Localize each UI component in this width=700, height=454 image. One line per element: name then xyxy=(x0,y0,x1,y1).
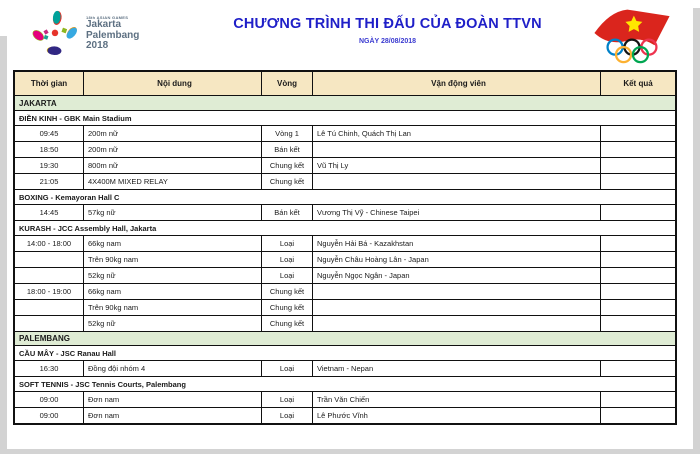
page-title: CHƯƠNG TRÌNH THI ĐẤU CỦA ĐOÀN TTVN xyxy=(233,16,542,32)
cell-time xyxy=(15,268,83,283)
cell-result xyxy=(600,392,675,407)
cell-result xyxy=(600,252,675,267)
section-label: JAKARTA xyxy=(19,98,57,108)
cell-time: 14:45 xyxy=(39,208,59,217)
schedule-table-body xyxy=(15,96,675,423)
event-row xyxy=(15,267,675,283)
event-row xyxy=(15,157,675,173)
cell-round: Loại xyxy=(261,361,312,376)
logo-city1: Jakarta xyxy=(86,19,122,31)
cell-round: Bán kết xyxy=(261,142,312,157)
cell-athletes: Trần Văn Chiến xyxy=(312,392,600,407)
cell-result xyxy=(600,205,675,220)
cell-athletes xyxy=(312,316,600,331)
cell-round: Bán kết xyxy=(261,205,312,220)
venue-label: SOFT TENNIS - JSC Tennis Courts, Palembang xyxy=(19,379,186,389)
cell-result xyxy=(600,142,675,157)
cell-athletes: Vũ Thị Ly xyxy=(312,158,600,173)
cell-result xyxy=(600,174,675,189)
schedule-table xyxy=(13,70,677,425)
venue-row xyxy=(15,345,675,360)
cell-time: 09:00 xyxy=(39,395,59,404)
cell-time: 09:00 xyxy=(39,411,59,420)
venue-label: KURASH - JCC Assembly Hall, Jakarta xyxy=(19,223,157,233)
cell-time xyxy=(15,252,83,267)
cell-time xyxy=(15,300,83,315)
venue-label: BOXING - Kemayoran Hall C xyxy=(19,192,120,202)
cell-content: 57kg nữ xyxy=(83,205,261,220)
asian-games-logo-text xyxy=(86,16,139,52)
event-row xyxy=(15,251,675,267)
cell-time: 19:30 xyxy=(39,161,59,170)
cell-time: 14:00 - 18:00 xyxy=(26,239,72,248)
cell-athletes: Vương Thị Vỹ - Chinese Taipei xyxy=(312,205,600,220)
cell-content: Đồng đội nhóm 4 xyxy=(83,361,261,376)
cell-athletes: Vietnam - Nepan xyxy=(312,361,600,376)
asian-games-logo xyxy=(28,7,198,61)
cell-athletes xyxy=(312,142,600,157)
cell-time: 09:45 xyxy=(39,129,59,138)
cell-content: 52kg nữ xyxy=(83,268,261,283)
cell-athletes: Lê Phước Vĩnh xyxy=(312,408,600,423)
event-row xyxy=(15,204,675,220)
venue-row xyxy=(15,110,675,125)
cell-content: Đơn nam xyxy=(83,392,261,407)
cell-result xyxy=(600,361,675,376)
venue-row xyxy=(15,189,675,204)
cell-round: Loại xyxy=(261,236,312,251)
vietnam-flag-olympic-rings-icon xyxy=(582,3,682,65)
page-edge-right xyxy=(693,8,700,454)
event-row xyxy=(15,315,675,331)
vietnam-olympic-logo xyxy=(577,3,687,65)
event-row xyxy=(15,407,675,423)
cell-round: Loại xyxy=(261,408,312,423)
title-block xyxy=(198,16,577,45)
cell-round: Chung kết xyxy=(261,300,312,315)
section-row xyxy=(15,96,675,110)
event-row xyxy=(15,173,675,189)
cell-time: 18:00 - 19:00 xyxy=(26,287,72,296)
cell-athletes: Lê Tú Chinh, Quách Thị Lan xyxy=(312,126,600,141)
cell-result xyxy=(600,158,675,173)
page-header xyxy=(13,0,687,70)
table-header-row xyxy=(15,72,675,96)
cell-round: Loại xyxy=(261,392,312,407)
cell-content: 66kg nam xyxy=(83,284,261,299)
event-row xyxy=(15,235,675,251)
col-header-time: Thời gian xyxy=(30,79,68,88)
event-row xyxy=(15,391,675,407)
cell-round: Chung kết xyxy=(261,284,312,299)
event-row xyxy=(15,141,675,157)
venue-label: CẦU MÂY - JSC Ranau Hall xyxy=(19,348,116,358)
col-header-round: Vòng xyxy=(261,72,312,95)
cell-round: Chung kết xyxy=(261,158,312,173)
cell-content: Trên 90kg nam xyxy=(83,252,261,267)
cell-result xyxy=(600,408,675,423)
event-row xyxy=(15,299,675,315)
col-header-content: Nội dung xyxy=(83,72,261,95)
cell-content: Đơn nam xyxy=(83,408,261,423)
cell-result xyxy=(600,268,675,283)
venue-row xyxy=(15,376,675,391)
section-row xyxy=(15,331,675,345)
cell-athletes xyxy=(312,174,600,189)
page-edge-left xyxy=(0,36,7,454)
event-row xyxy=(15,283,675,299)
page-edge-bottom xyxy=(0,449,700,454)
cell-result xyxy=(600,126,675,141)
logo-games-line: 18th ASIAN GAMES xyxy=(86,15,129,21)
logo-city2: Palembang xyxy=(86,29,140,41)
cell-athletes xyxy=(312,284,600,299)
col-header-result: Kết quả xyxy=(600,72,675,95)
cell-content: 66kg nam xyxy=(83,236,261,251)
venue-label: ĐIỀN KINH - GBK Main Stadium xyxy=(19,113,132,123)
asian-games-sunburst-icon xyxy=(28,7,82,61)
cell-round: Loại xyxy=(261,252,312,267)
logo-year: 2018 xyxy=(86,40,109,52)
cell-athletes: Nguyễn Hải Bá - Kazakhstan xyxy=(312,236,600,251)
cell-round: Chung kết xyxy=(261,316,312,331)
col-header-athletes: Vận động viên xyxy=(312,72,600,95)
cell-result xyxy=(600,236,675,251)
cell-round: Loại xyxy=(261,268,312,283)
cell-content: 200m nữ xyxy=(83,126,261,141)
cell-result xyxy=(600,316,675,331)
cell-content: Trên 90kg nam xyxy=(83,300,261,315)
cell-content: 52kg nữ xyxy=(83,316,261,331)
cell-content: 200m nữ xyxy=(83,142,261,157)
cell-time: 16:30 xyxy=(39,364,59,373)
cell-time: 18:50 xyxy=(39,145,59,154)
cell-time xyxy=(15,316,83,331)
cell-result xyxy=(600,300,675,315)
event-row xyxy=(15,125,675,141)
event-row xyxy=(15,360,675,376)
cell-round: Chung kết xyxy=(261,174,312,189)
cell-time: 21:05 xyxy=(39,177,59,186)
cell-content: 800m nữ xyxy=(83,158,261,173)
cell-result xyxy=(600,284,675,299)
venue-row xyxy=(15,220,675,235)
page-subtitle: NGÀY 28/08/2018 xyxy=(358,38,417,45)
cell-content: 4X400M MIXED RELAY xyxy=(83,174,261,189)
cell-athletes xyxy=(312,300,600,315)
cell-round: Vòng 1 xyxy=(261,126,312,141)
cell-athletes: Nguyễn Ngọc Ngân - Japan xyxy=(312,268,600,283)
section-label: PALEMBANG xyxy=(19,334,70,343)
cell-athletes: Nguyễn Châu Hoàng Lân - Japan xyxy=(312,252,600,267)
